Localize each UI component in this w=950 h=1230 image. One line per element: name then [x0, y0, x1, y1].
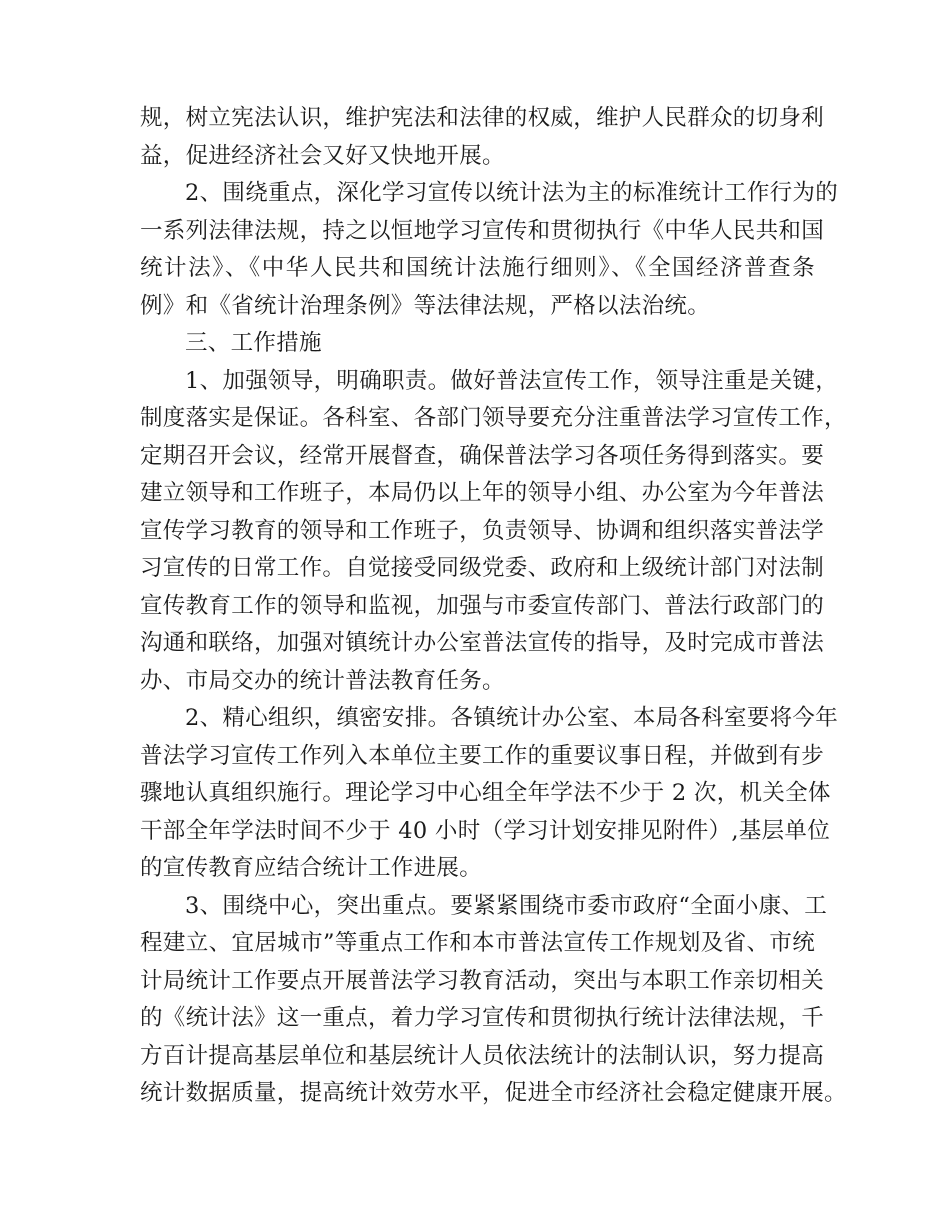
text-line: 程建立、宜居城市”等重点工作和本市普法宣传工作规划及省、市统	[140, 930, 815, 956]
body-text	[140, 100, 847, 1113]
text-line: 三、工作措施	[185, 330, 322, 356]
text-line: 干部全年学法时间不少于 40 小时（学习计划安排见附件）,基层单位	[140, 817, 830, 844]
text-line: 规，树立宪法认识，维护宪法和法律的权威，维护人民群众的切身利	[140, 105, 825, 131]
text-line: 一系列法律法规，持之以恒地学习宣传和贯彻执行《中华人民共和国	[140, 217, 825, 244]
text-line: 制度落实是保证。各科室、各部门领导要充分注重普法学习宣传工作，	[140, 405, 847, 431]
text-line: 的宣传教育应结合统计工作进展。	[140, 855, 483, 881]
text-line: 的《统计法》这一重点，着力学习宣传和贯彻执行统计法律法规，千	[140, 1005, 825, 1031]
text-line: 方百计提高基层单位和基层统计人员依法统计的法制认识，努力提高	[140, 1042, 825, 1069]
text-line: 办、市局交办的统计普法教育任务。	[140, 667, 505, 694]
text-line: 习宣传的日常工作。自觉接受同级党委、政府和上级统计部门对法制	[140, 555, 825, 581]
text-line: 沟通和联络，加强对镇统计办公室普法宣传的指导，及时完成市普法	[140, 630, 825, 656]
text-line: 骤地认真组织施行。理论学习中心组全年学法不少于 2 次，机关全体	[140, 780, 831, 806]
text-line: 2、精心组织，缜密安排。各镇统计办公室、本局各科室要将今年	[185, 705, 839, 731]
text-line: 计局统计工作要点开展普法学习教育活动，突出与本职工作亲切相关	[140, 967, 825, 994]
text-line: 定期召开会议，经常开展督查，确保普法学习各项任务得到落实。要	[140, 442, 825, 469]
text-line: 宣传学习教育的领导和工作班子，负责领导、协调和组织落实普法学	[140, 517, 825, 544]
text-line: 1、加强领导，明确职责。做好普法宣传工作，领导注重是关键，	[185, 367, 839, 394]
text-line: 例》和《省统计治理条例》等法律法规，严格以法治统。	[140, 292, 711, 319]
text-line: 宣传教育工作的领导和监视，加强与市委宣传部门、普法行政部门的	[140, 592, 825, 619]
text-line: 统计法》、《中华人民共和国统计法施行细则》、《全国经济普查条	[140, 255, 815, 281]
text-line: 建立领导和工作班子，本局仍以上年的领导小组、办公室为今年普法	[140, 480, 825, 506]
text-line: 2、围绕重点，深化学习宣传以统计法为主的标准统计工作行为的	[185, 180, 839, 206]
text-line: 统计数据质量，提高统计效劳水平，促进全市经济社会稳定健康开展。	[140, 1080, 847, 1106]
text-line: 3、围绕中心，突出重点。要紧紧围绕市委市政府“全面小康、工	[185, 892, 828, 919]
text-line: 普法学习宣传工作列入本单位主要工作的重要议事日程，并做到有步	[140, 742, 825, 769]
text-line: 益，促进经济社会又好又快地开展。	[140, 142, 505, 169]
